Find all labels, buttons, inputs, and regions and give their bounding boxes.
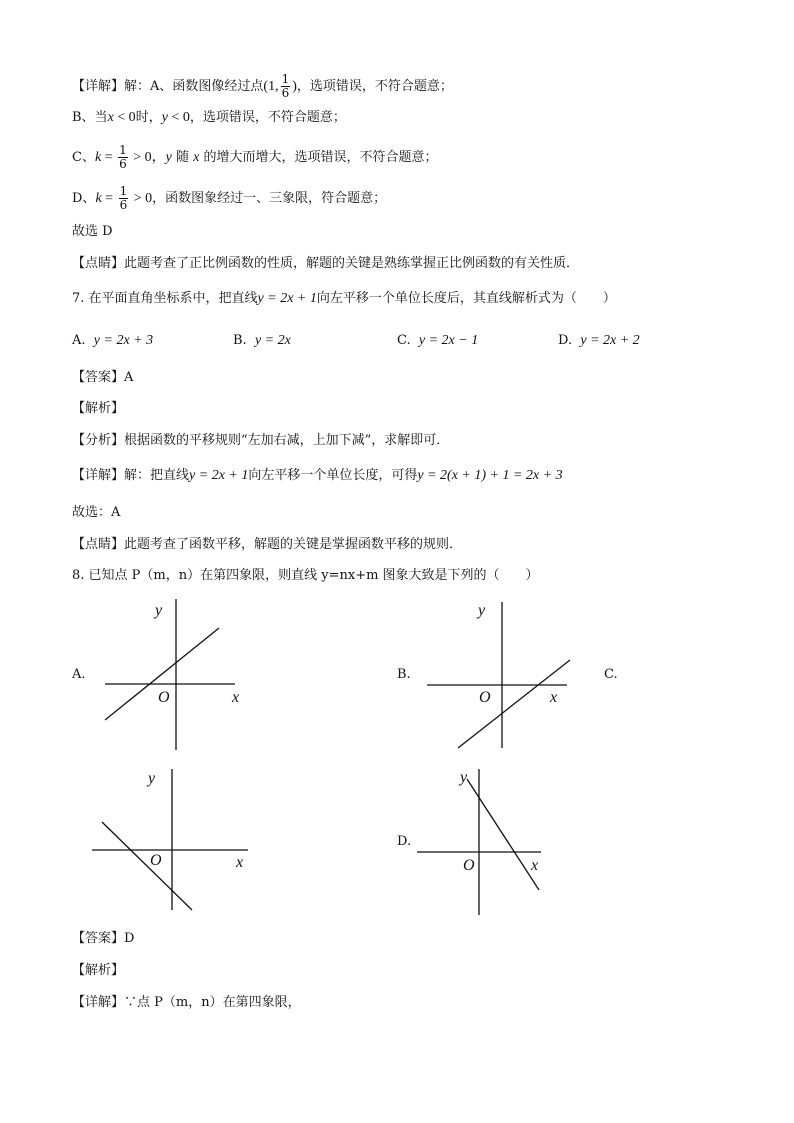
q7-stem-math: y = 2x + 1 [257, 291, 317, 306]
origin-label: O [463, 857, 475, 874]
origin-label: O [150, 852, 162, 869]
q6-detail-d [72, 185, 386, 212]
graph-b [425, 598, 575, 753]
q8-option-c-label: C. [604, 667, 618, 682]
q7-analysis-tag: 【解析】 [72, 401, 125, 416]
origin-label: O [158, 689, 170, 706]
d-tail: ，函数图象经过一、三象限，符合题意； [152, 191, 387, 206]
c-mid: 随 [171, 150, 194, 165]
math-k: k [94, 150, 102, 165]
axis-x-label: x [550, 689, 558, 706]
comment-text: 此题考查了正比例函数的性质，解题的关键是熟练掌握正比例函数的有关性质． [124, 256, 580, 271]
q7-comment: 【点睛】此题考查了函数平移，解题的关键是掌握函数平移的规则． [72, 537, 463, 552]
q7-stem [72, 289, 616, 309]
q7-option-d: D. y = 2x + 2 [558, 333, 640, 348]
q7-stem-a: 7. 在平面直角坐标系中，把直线 [72, 291, 258, 306]
comment-tag: 【点睛】 [72, 256, 125, 271]
b-mid: 时， [135, 110, 162, 125]
fraction-one-sixth: $\frac{1}{6}$ [119, 184, 128, 212]
origin-label: O [479, 689, 491, 706]
c-lead: C、 [72, 150, 95, 165]
b-tail: ，选项错误，不符合题意； [189, 110, 346, 125]
math-x: x [107, 110, 114, 125]
math-y: y [165, 150, 172, 165]
math-eq: = [101, 150, 117, 165]
graph-a [95, 595, 235, 755]
q8-stem: 8. 已知点 P（m，n）在第四象限，则直线 y=nx+m 图象大致是下列的（ ） [72, 568, 539, 583]
q8-detail: 【详解】∵点 P（m，n）在第四象限， [72, 995, 301, 1010]
math-y: y [161, 110, 168, 125]
detail-a-tail: ，选项错误，不符合题意； [296, 79, 453, 94]
axis-y-label: y [460, 769, 468, 786]
axis-x-label: x [531, 857, 539, 874]
math-eq: = [101, 191, 117, 206]
q7-stem-b: 向左平移一个单位长度后，其直线解析式为（ ） [316, 291, 616, 306]
axis-y-label: y [148, 770, 156, 787]
graph-c [88, 765, 248, 915]
q8-answer: 【答案】D [72, 931, 135, 946]
point-close: ) [292, 79, 297, 94]
detail-a-text: 解：A、函数图像经过点 [124, 79, 264, 94]
math-x: x [193, 150, 200, 165]
q6-detail-c [72, 144, 437, 171]
q7-option-a: A. y = 2x + 3 [72, 333, 154, 348]
q6-detail-a [72, 73, 453, 100]
math-cond2: < 0 [167, 110, 190, 125]
q6-detail-b [72, 108, 346, 128]
b-lead: B、当 [72, 110, 108, 125]
q7-detail: 【详解】解：把直线y = 2x + 1向左平移一个单位长度，可得y = 2(x + 1) + 1 = 2x + 3 [72, 468, 563, 483]
axis-x-label: x [232, 689, 240, 706]
point-open: (1, [263, 79, 279, 94]
q7-option-c: C. y = 2x − 1 [397, 333, 479, 348]
math-gt: > 0， [129, 150, 166, 165]
math-gt: > 0 [130, 191, 153, 206]
axis-y-label: y [155, 602, 163, 619]
math-k: k [95, 191, 102, 206]
fraction-one-sixth: $\frac{1}{6}$ [281, 72, 290, 100]
function-line [102, 822, 192, 910]
function-line [467, 779, 539, 890]
q8-analysis-tag: 【解析】 [72, 963, 125, 978]
q8-option-d-label: D. [397, 834, 412, 849]
axis-x-label: x [236, 854, 244, 871]
c-tail: 的增大而增大，选项错误，不符合题意； [199, 150, 438, 165]
q7-choose: 故选：A [72, 505, 121, 520]
q6-choose: 故选 D [72, 224, 113, 239]
axis-y-label: y [478, 602, 486, 619]
fraction-one-sixth: $\frac{1}{6}$ [119, 143, 127, 171]
q8-option-b-label: B. [397, 667, 411, 682]
math-cond: < 0 [113, 110, 136, 125]
detail-tag: 【详解】 [72, 79, 125, 94]
q7-option-b: B. y = 2x [233, 333, 291, 348]
q7-answer: 【答案】A [72, 370, 134, 385]
d-lead: D、 [72, 191, 96, 206]
q8-option-a-label: A. [72, 667, 86, 682]
graph-d [413, 765, 553, 920]
q6-comment [72, 254, 579, 274]
q7-fenxi: 【分析】根据函数的平移规则“左加右减，上加下减”，求解即可． [72, 433, 450, 448]
